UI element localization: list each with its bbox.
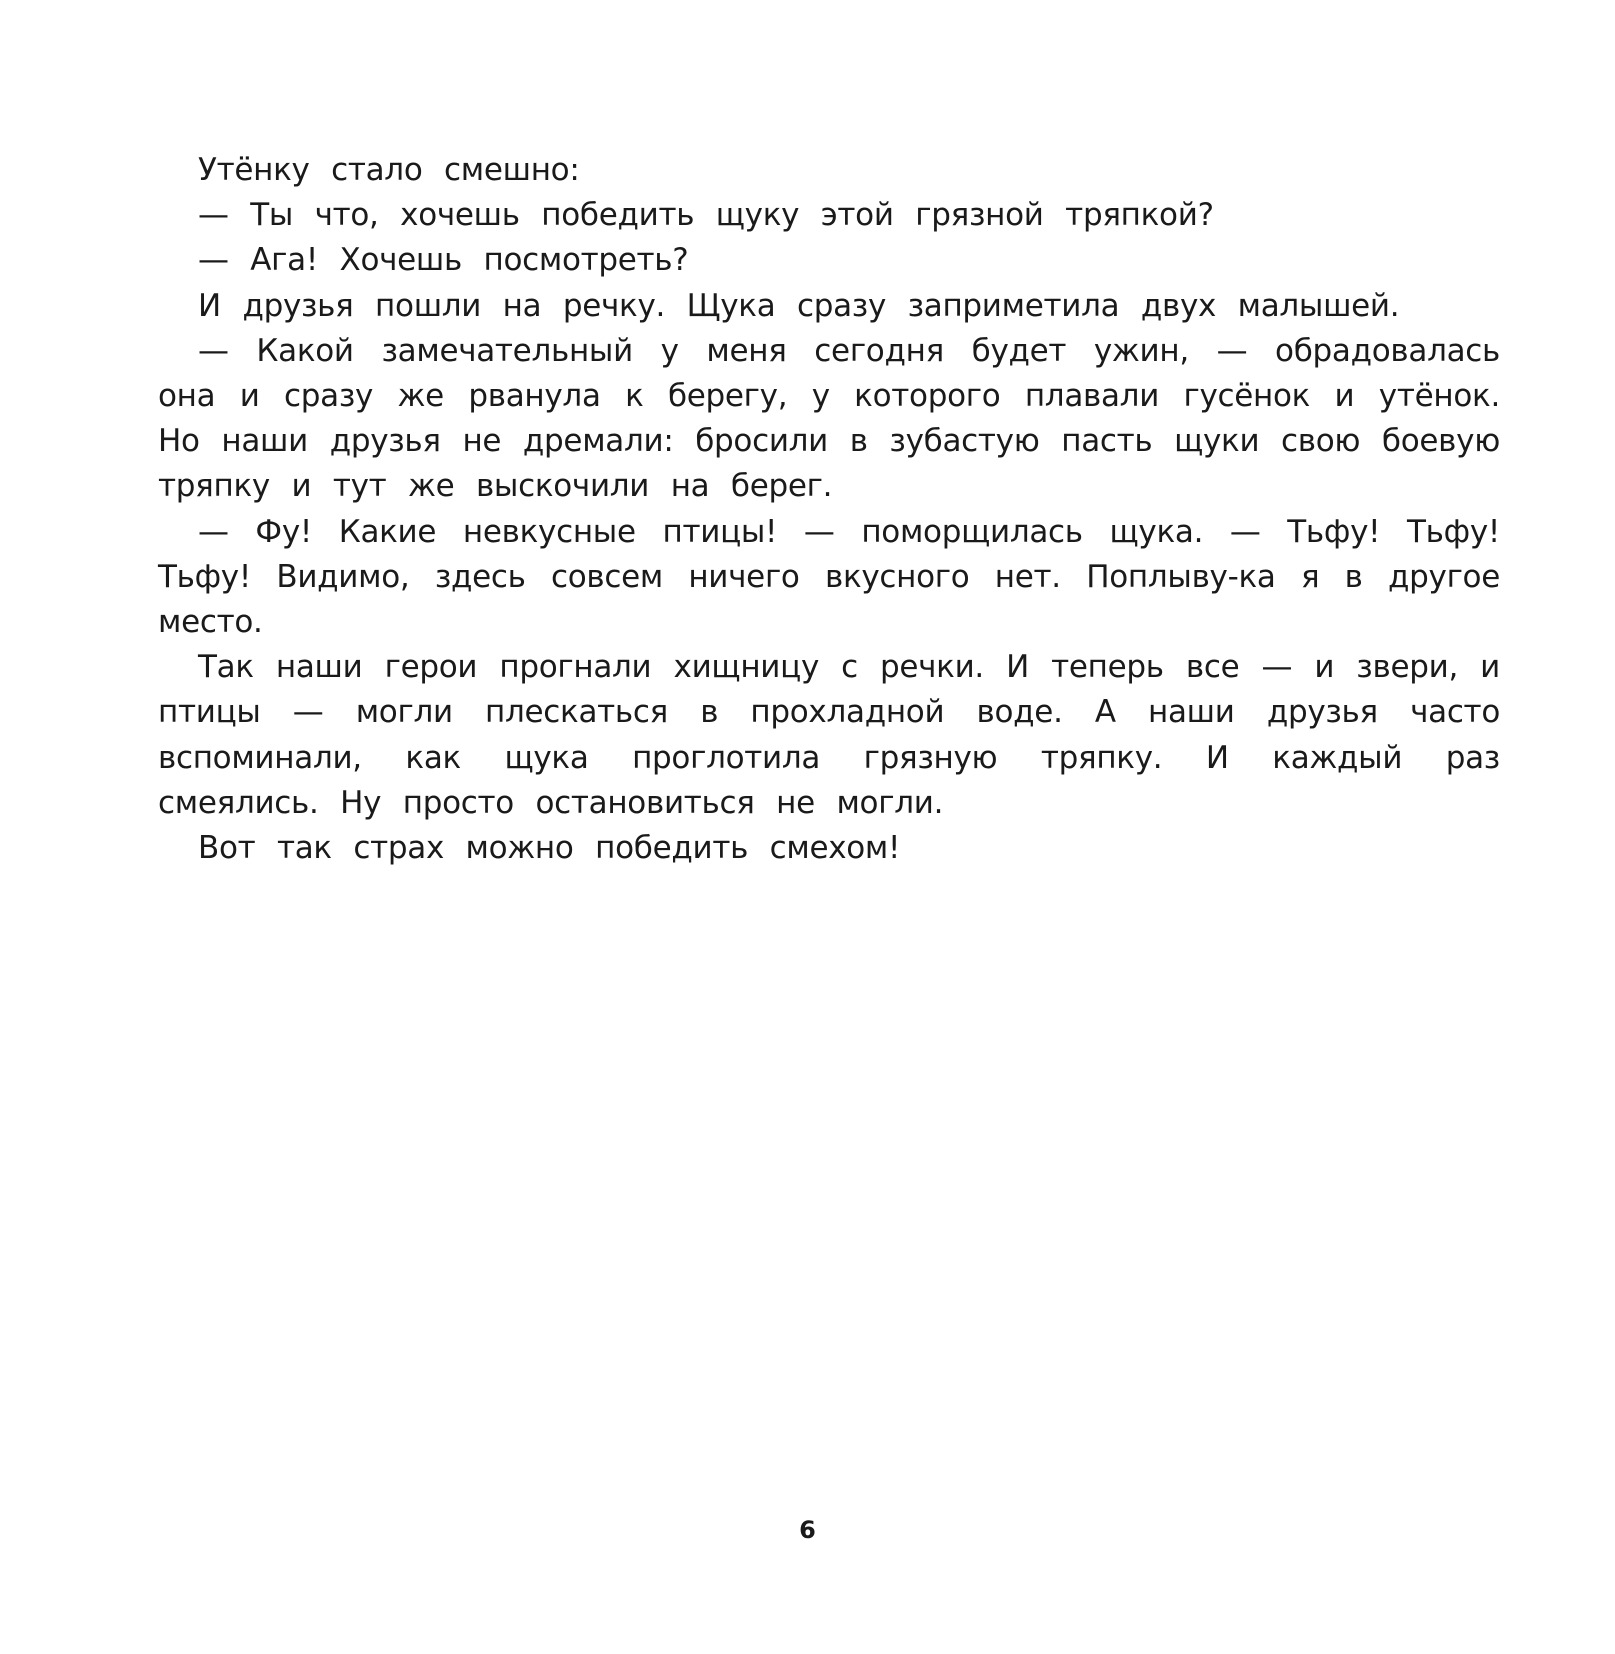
page-number: 6 [799,1516,816,1544]
paragraph-2: — Ты что, хочешь победить щуку этой грязной тряпкой? [198,197,1214,234]
story-text [158,148,1500,871]
paragraph-1: Утёнку стало смешно: [198,152,580,188]
paragraph-6: — Фу! Какие невкусные птицы! — поморщилась щука. — Тьфу! Тьфу! Тьфу! Видимо, здесь совсем ничего вкусного нет. Поплыву-ка я в другое место. [158,513,1500,641]
paragraph-7: Так наши герои прогнали хищницу с речки. И теперь все — и звери, и птицы — могли плескаться в прохладной воде. А наши друзья часто вспоминали, как щука проглотила грязную тряпку. И каждый раз смеялись. Ну просто остановиться не могли. [158,649,1500,821]
paragraph-8: Вот так страх можно победить смехом! [198,830,901,867]
paragraph-5: — Какой замечательный у меня сегодня будет ужин, — обрадовалась она и сразу же рванула к берегу, у которого плавали гусёнок и утёнок. Но наши друзья не дремали: бросили в зубастую пасть щуки свою боевую тряпку и тут же выскочили на берег. [158,332,1500,505]
paragraph-3: — Ага! Хочешь посмотреть? [198,242,689,279]
paragraph-4: И друзья пошли на речку. Щука сразу заприметила двух малышей. [198,287,1400,324]
